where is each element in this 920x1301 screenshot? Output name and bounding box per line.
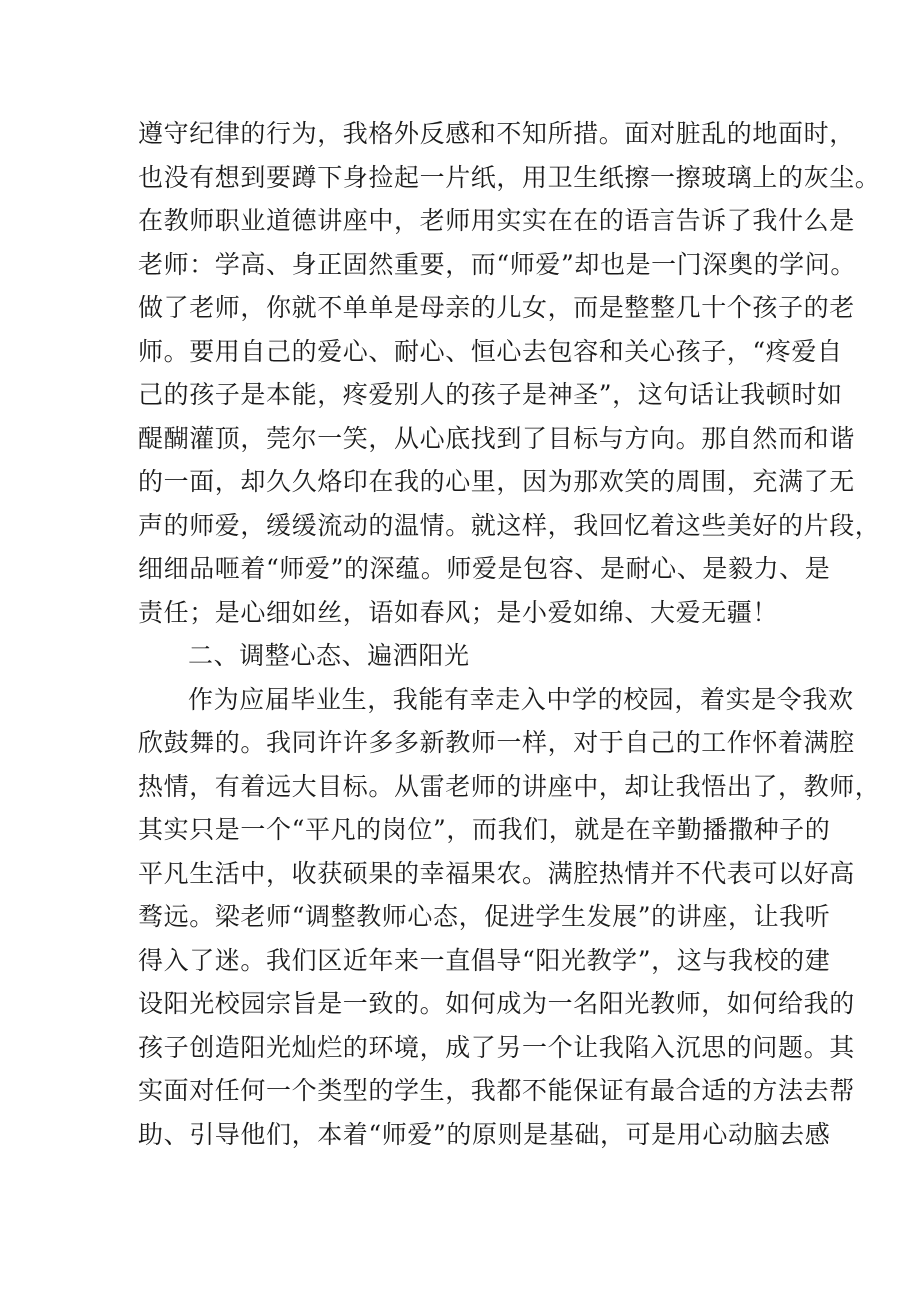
text-line: 骛远。梁老师“调整教师心态，促进学生发展”的讲座，让我听 — [138, 902, 831, 931]
text-line: 老师：学高、身正固然重要，而“师爱”却也是一门深奥的学问。 — [138, 249, 856, 279]
text-line: 在教师职业道德讲座中，老师用实实在在的语言告诉了我什么是 — [138, 206, 855, 235]
text-line: 的一面，却久久烙印在我的心里，因为那欢笑的周围，充满了无 — [138, 467, 855, 496]
text-line: 实面对任何一个类型的学生，我都不能保证有最合适的方法去帮 — [138, 1076, 855, 1105]
body-text — [138, 112, 881, 1156]
text-line: 师。要用自己的爱心、耐心、恒心去包容和关心孩子，“疼爱自 — [138, 336, 843, 366]
text-line: 也没有想到要蹲下身捡起一片纸，用卫生纸擦一擦玻璃上的灰尘。 — [138, 162, 881, 192]
text-line: 孩子创造阳光灿烂的环境，成了另一个让我陷入沉思的问题。其 — [138, 1032, 855, 1062]
text-line: 作为应届毕业生，我能有幸走入中学的校园，着实是令我欢 — [188, 684, 854, 714]
text-line: 得入了迷。我们区近年来一直倡导“阳光教学”，这与我校的建 — [138, 945, 831, 975]
text-line: 其实只是一个“平凡的岗位”，而我们，就是在辛勤播撒种子的 — [138, 815, 831, 844]
text-line: 平凡生活中，收获硕果的幸福果农。满腔热情并不代表可以好高 — [138, 858, 855, 888]
text-line: 热情，有着远大目标。从雷老师的讲座中，却让我悟出了，教师， — [138, 771, 881, 801]
text-line: 遵守纪律的行为，我格外反感和不知所措。面对脏乱的地面时， — [138, 119, 855, 148]
text-line: 做了老师，你就不单单是母亲的儿女，而是整整几十个孩子的老 — [138, 293, 855, 322]
text-line: 设阳光校园宗旨是一致的。如何成为一名阳光教师，如何给我的 — [138, 989, 855, 1018]
section-heading: 二、调整心态、遍洒阳光 — [188, 641, 470, 670]
text-line: 细细品咂着“师爱”的深蕴。师爱是包容、是耐心、是毅力、是 — [138, 554, 831, 583]
text-line: 醍醐灌顶，莞尔一笑，从心底找到了目标与方向。那自然而和谐 — [138, 423, 855, 453]
text-line: 己的孩子是本能，疼爱别人的孩子是神圣”，这句话让我顿时如 — [138, 380, 843, 409]
text-line: 责任；是心细如丝，语如春风；是小爱如绵、大爱无疆！ — [138, 597, 779, 627]
text-line: 声的师爱，缓缓流动的温情。就这样，我回忆着这些美好的片段， — [138, 510, 881, 540]
text-line: 欣鼓舞的。我同许许多多新教师一样，对于自己的工作怀着满腔 — [138, 728, 855, 757]
text-line: 助、引导他们，本着“师爱”的原则是基础，可是用心动脑去感 — [138, 1119, 831, 1149]
